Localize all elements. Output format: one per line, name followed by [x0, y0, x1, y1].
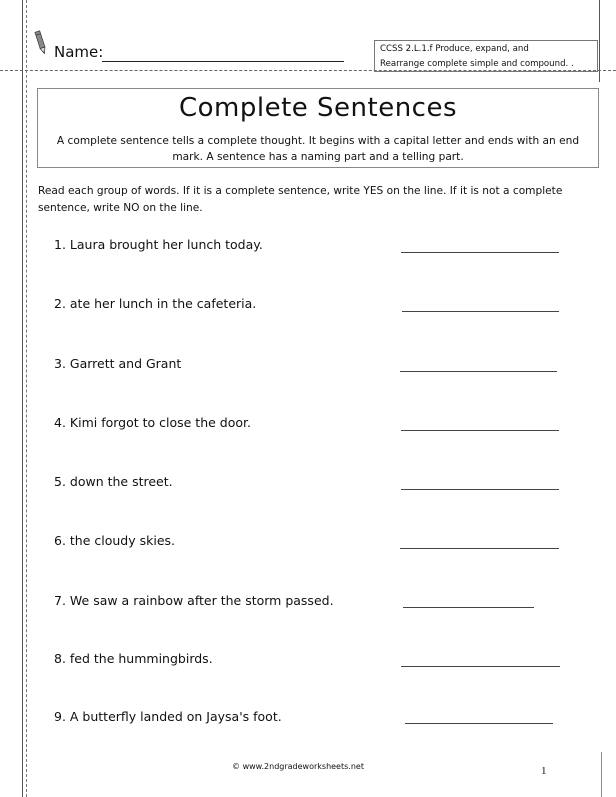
item-8: 8. fed the hummingbirds.: [54, 651, 213, 666]
answer-line-6[interactable]: [400, 548, 559, 549]
item-6: 6. the cloudy skies.: [54, 533, 176, 548]
item-1: 1. Laura brought her lunch today.: [54, 237, 263, 252]
item-3: 3. Garrett and Grant: [54, 356, 182, 371]
answer-line-1[interactable]: [401, 252, 559, 253]
left-border-line: [22, 0, 23, 797]
item-9: 9. A butterfly landed on Jaysa's foot.: [54, 709, 282, 724]
standard-box: [374, 40, 598, 72]
answer-line-9[interactable]: [405, 723, 553, 724]
pencil-icon: [34, 30, 48, 56]
item-5: 5. down the street.: [54, 474, 173, 489]
title-box: [37, 88, 599, 168]
answer-line-8[interactable]: [401, 666, 560, 667]
name-field[interactable]: [102, 61, 344, 62]
item-7: 7. We saw a rainbow after the storm passed.: [54, 593, 334, 608]
answer-line-3[interactable]: [400, 371, 557, 372]
bottom-right-border-line: [601, 752, 602, 797]
item-2: 2. ate her lunch in the cafeteria.: [54, 296, 257, 311]
page-number: 1: [541, 765, 547, 777]
left-cut-line: [26, 0, 27, 797]
name-label: Name:: [54, 43, 104, 61]
standard-line-1: CCSS 2.L.1.f Produce, expand, and: [380, 44, 529, 54]
answer-line-5[interactable]: [401, 489, 559, 490]
instructions-text: Read each group of words. If it is a complete sentence, write YES on the line. If it is not a complete sentence, write NO on the line.: [38, 185, 563, 214]
item-4: 4. Kimi forgot to close the door.: [54, 415, 251, 430]
answer-line-7[interactable]: [403, 607, 534, 608]
answer-line-4[interactable]: [401, 430, 559, 431]
answer-line-2[interactable]: [402, 311, 559, 312]
page-title: Complete Sentences: [178, 93, 458, 123]
standard-line-2: Rearrange complete simple and compound. .: [380, 59, 574, 69]
footer-credit: © www.2ndgradeworksheets.net: [232, 762, 364, 771]
definition-text: A complete sentence tells a complete thought. It begins with a capital letter and ends with an end mark. A sentence has a naming part and a telling part.: [56, 135, 580, 163]
